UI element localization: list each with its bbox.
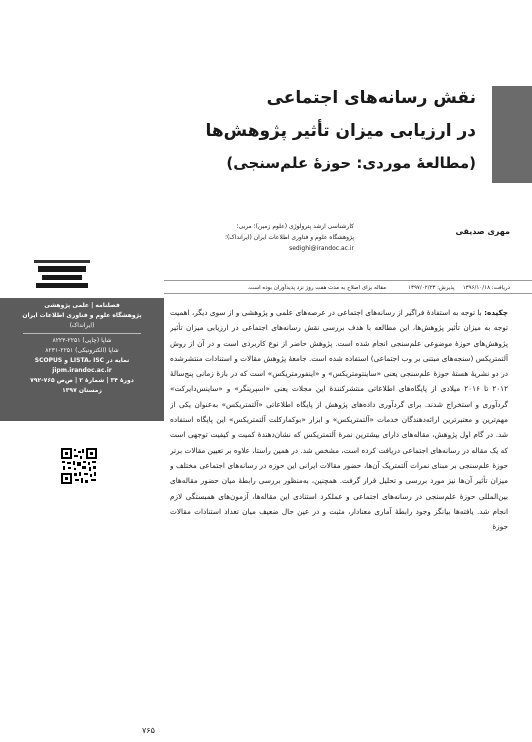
affiliation-line-1: کارشناسی ارشد پترولوژی (علوم زمین)؛ مربی؛ <box>236 223 354 230</box>
abstract <box>170 305 508 729</box>
publisher-abbr: (ایرانداک) <box>69 322 95 329</box>
publication-season: زمستان ۱۳۹۷ <box>62 387 102 394</box>
issn-online: شاپا (الکترونیکی) ۲۲۵۱-۸۲۳۱ <box>45 347 119 354</box>
affiliation-line-2: پژوهشگاه علوم و فناوری اطلاعات ایران (ایرانداک)؛ <box>225 234 354 241</box>
issn-print: شاپا (چاپی) ۲۲۵۱-۸۲۲۳ <box>52 337 112 344</box>
qr-code <box>60 447 98 485</box>
qr-code-icon <box>60 447 98 485</box>
article-title-line-1: نقش رسانه‌های اجتماعی <box>266 88 476 108</box>
publisher-name: پژوهشگاه علوم و فناوری اطلاعات ایران <box>22 312 142 319</box>
journal-logo-icon <box>30 254 94 292</box>
dates-row <box>164 280 532 294</box>
page-number: ۷۶۵ <box>142 726 155 735</box>
journal-info-sidebar <box>0 298 164 421</box>
volume-issue-pages: دورۀ ۳۴ | شمارۀ ۲ | ص‌ص ۷۶۵-۷۹۲ <box>30 377 134 384</box>
author-affiliation <box>174 221 354 254</box>
received-date: دریافت: ۱۳۹۶/۱۰/۱۸ <box>462 285 510 291</box>
top-bar <box>0 0 532 18</box>
sidebar-divider <box>23 333 141 334</box>
indexing-info: نمایه در LISTA، ISC و SCOPUS <box>34 357 130 364</box>
article-subtitle: (مطالعۀ موردی: حوزۀ علم‌سنجی) <box>226 154 476 172</box>
journal-website[interactable]: jipm.irandoc.ac.ir <box>52 367 112 374</box>
abstract-label: چکیده: <box>484 308 508 317</box>
revision-note: مقاله برای اصلاح به مدت هفت روز نزد پدیدآوران بوده است. <box>247 285 387 291</box>
accepted-date: پذیرش: ۱۳۹۷/۰۲/۲۳ <box>408 285 455 291</box>
author-email[interactable]: sedighi@irandoc.ac.ir <box>289 245 354 252</box>
author-name: مهری صدیقی <box>455 227 510 236</box>
journal-type: فصلنامه | علمی پژوهشی <box>44 302 120 309</box>
abstract-paragraph <box>170 305 508 534</box>
article-title-line-2: در ارزیابی میزان تأثیر پژوهش‌ها <box>205 121 476 141</box>
abstract-text: با توجه به استفادۀ فراگیر از رسانه‌های اجتماعی در عرصه‌های علمی و پژوهشی و از سوی دیگر، اهمیت توجه به میزان تأثیر پژوهش‌ها، این مطالعه با هدف بررسی نقش رسانه‌های اجتماعی در ارزیابی میزان تأثیر پژوهش‌های حوزۀ موضوعی علم‌سنجی انجام شده است. پژوهش حاضر از نوع کاربردی است و در آن از روش آلتمتریکس (سنجه‌های مبتنی بر وب اجتماعی) استفاده شده است. جامعۀ پژوهش مقالات و استنادات منتشرشده در دو نشریۀ هستۀ حوزۀ علم‌سنجی یعنی «ساینتومتریکس» و «اینفورمتریکس» است که در بازۀ زمانی پنج‌سالۀ ۲۰۱۲ تا ۲۰۱۶ میلادی از پایگاه‌های اطلاعاتی منتشرکنندۀ این مجلات یعنی «اسپرینگر» و «ساینس‌دایرکت» گردآوری و استخراج شدند. برای گردآوری داده‌های پژوهش از پایگاه اطلاعاتی «آلتمتریکس» به‌عنوان یکی از مهم‌ترین و معتبرترین ارائه‌دهندگان خدمات «آلتمتریکس» و ابزار «بوکمارکلت آلتمتریکس» این پایگاه استفاده شد. در گام اول پژوهش، مقاله‌های دارای بیشترین نمرۀ آلتمتریکس که نشان‌دهندۀ کمیت و کیفیت توجهی است که یک مقاله در رسانه‌های اجتماعی دریافت کرده است، مشخص شد. در همین راستا، علاوه بر تعیین مقالات برتر حوزۀ علم‌سنجی بر مبنای نمرات آلتمتریک آن‌ها، حضور مقالات ایرانی این حوزه در رسانه‌های اجتماعی مختلف و میزان تأثیر آن‌ها نیز مورد بررسی و تحلیل قرار گرفت. همچنین، به‌منظور بررسی رابطۀ میان حضور مقاله‌های بین‌المللی حوزۀ علم‌سنجی در رسانه‌های اجتماعی و عملکرد استنادی این مقاله‌ها، آزمون‌های همبستگی لازم انجام شد. یافته‌ها بیانگر وجود رابطۀ آماری معنادار، مثبت و در عین حال ضعیف میان تعداد استنادات مقالات حوزۀ <box>170 308 508 532</box>
title-side-tab <box>492 86 532 183</box>
journal-logo <box>30 254 94 292</box>
